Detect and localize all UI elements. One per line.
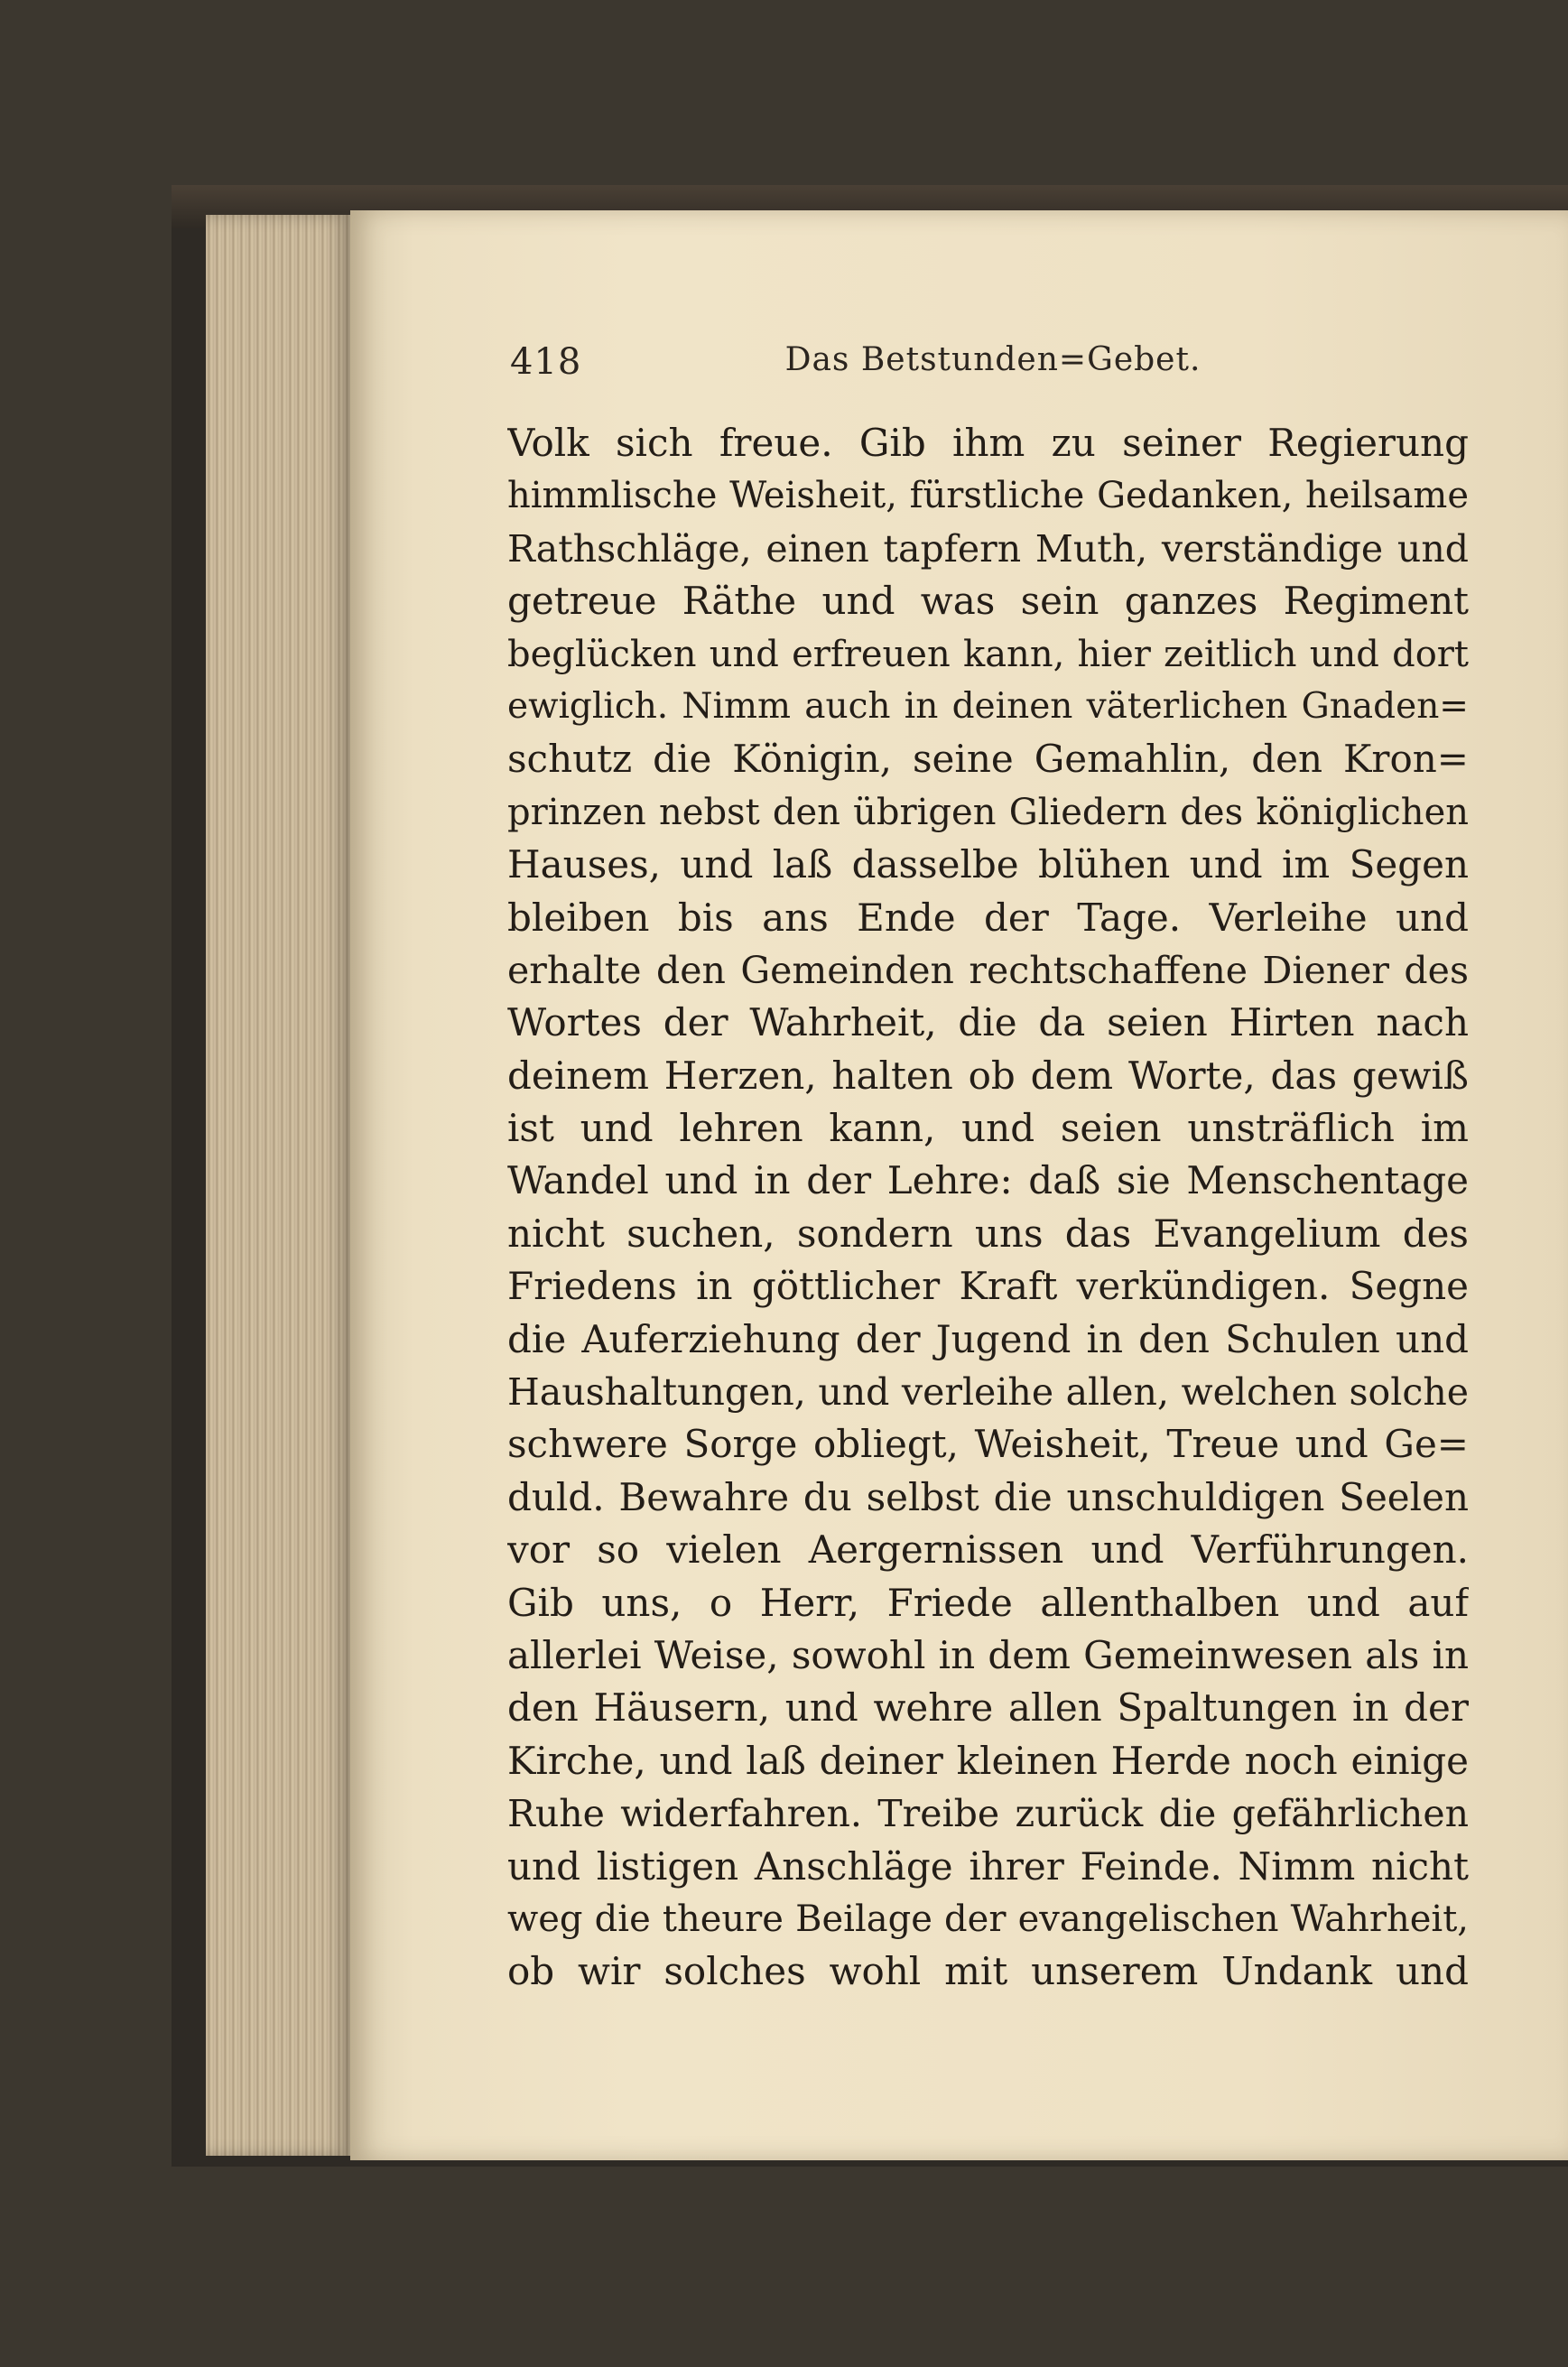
text-line: beglücken und erfreuen kann, hier zeitlich und dort [507,633,1469,675]
text-line: schwere Sorge obliegt, Weisheit, Treue und Ge= [507,1422,1469,1467]
text-line: himmlische Weisheit, fürstliche Gedanken, heilsame [507,475,1469,517]
text-line: Volk sich freue. Gib ihm zu seiner Regierung [507,421,1469,465]
text-line: Kirche, und laß deiner kleinen Herde noch einige [507,1738,1469,1783]
text-line: Ruhe widerfahren. Treibe zurück die gefährlichen [507,1792,1469,1836]
text-line: Hauses, und laß dasselbe blühen und im Segen [507,842,1469,887]
text-line: erhalte den Gemeinden rechtschaffene Diener des [507,948,1469,992]
body-text [507,417,1469,1999]
text-line: ob wir solches wohl mit unserem Undank und [507,1949,1469,1994]
text-line: getreue Räthe und was sein ganzes Regiment [507,579,1469,624]
text-line: ist und lehren kann, und seien unsträflich im [507,1106,1469,1151]
text-line: Friedens in göttlicher Kraft verkündigen. Segne [507,1264,1469,1309]
text-line: duld. Bewahre du selbst die unschuldigen Seelen [507,1474,1469,1519]
text-line: Rathschläge, einen tapfern Muth, verständige und [507,526,1469,571]
text-line: bleiben bis ans Ende der Tage. Verleihe und [507,895,1469,940]
text-line: allerlei Weise, sowohl in dem Gemeinwesen als in [507,1632,1469,1677]
text-line: den Häusern, und wehre allen Spaltungen in der [507,1685,1469,1731]
text-line: Haushaltungen, und verleihe allen, welchen solche [507,1370,1469,1415]
text-line: schutz die Königin, seine Gemahlin, den Kron= [507,737,1469,782]
page-edges [206,215,350,2156]
text-line: und listigen Anschläge ihrer Feinde. Nimm nicht [507,1843,1469,1889]
text-line: Wandel und in der Lehre: daß sie Menschentage [507,1158,1469,1203]
text-line: Wortes der Wahrheit, die da seien Hirten nach [507,1000,1469,1045]
text-line: weg die theure Beilage der evangelischen Wahrheit, [507,1898,1469,1940]
running-head [510,341,1476,397]
text-line: die Auferziehung der Jugend in den Schulen und [507,1316,1469,1361]
text-line: nicht suchen, sondern uns das Evangelium des [507,1211,1469,1256]
running-title: Das Betstunden=Gebet. [784,341,1202,378]
text-line: deinem Herzen, halten ob dem Worte, das gewiß [507,1053,1469,1098]
text-line: ewiglich. Nimm auch in deinen väterlichen Gnaden= [507,685,1469,727]
page-number: 418 [510,341,582,383]
text-line: prinzen nebst den übrigen Gliedern des königlichen [507,791,1469,833]
text-line: Gib uns, o Herr, Friede allenthalben und auf [507,1580,1469,1625]
text-line: vor so vielen Aergernissen und Verführungen. [507,1527,1469,1573]
